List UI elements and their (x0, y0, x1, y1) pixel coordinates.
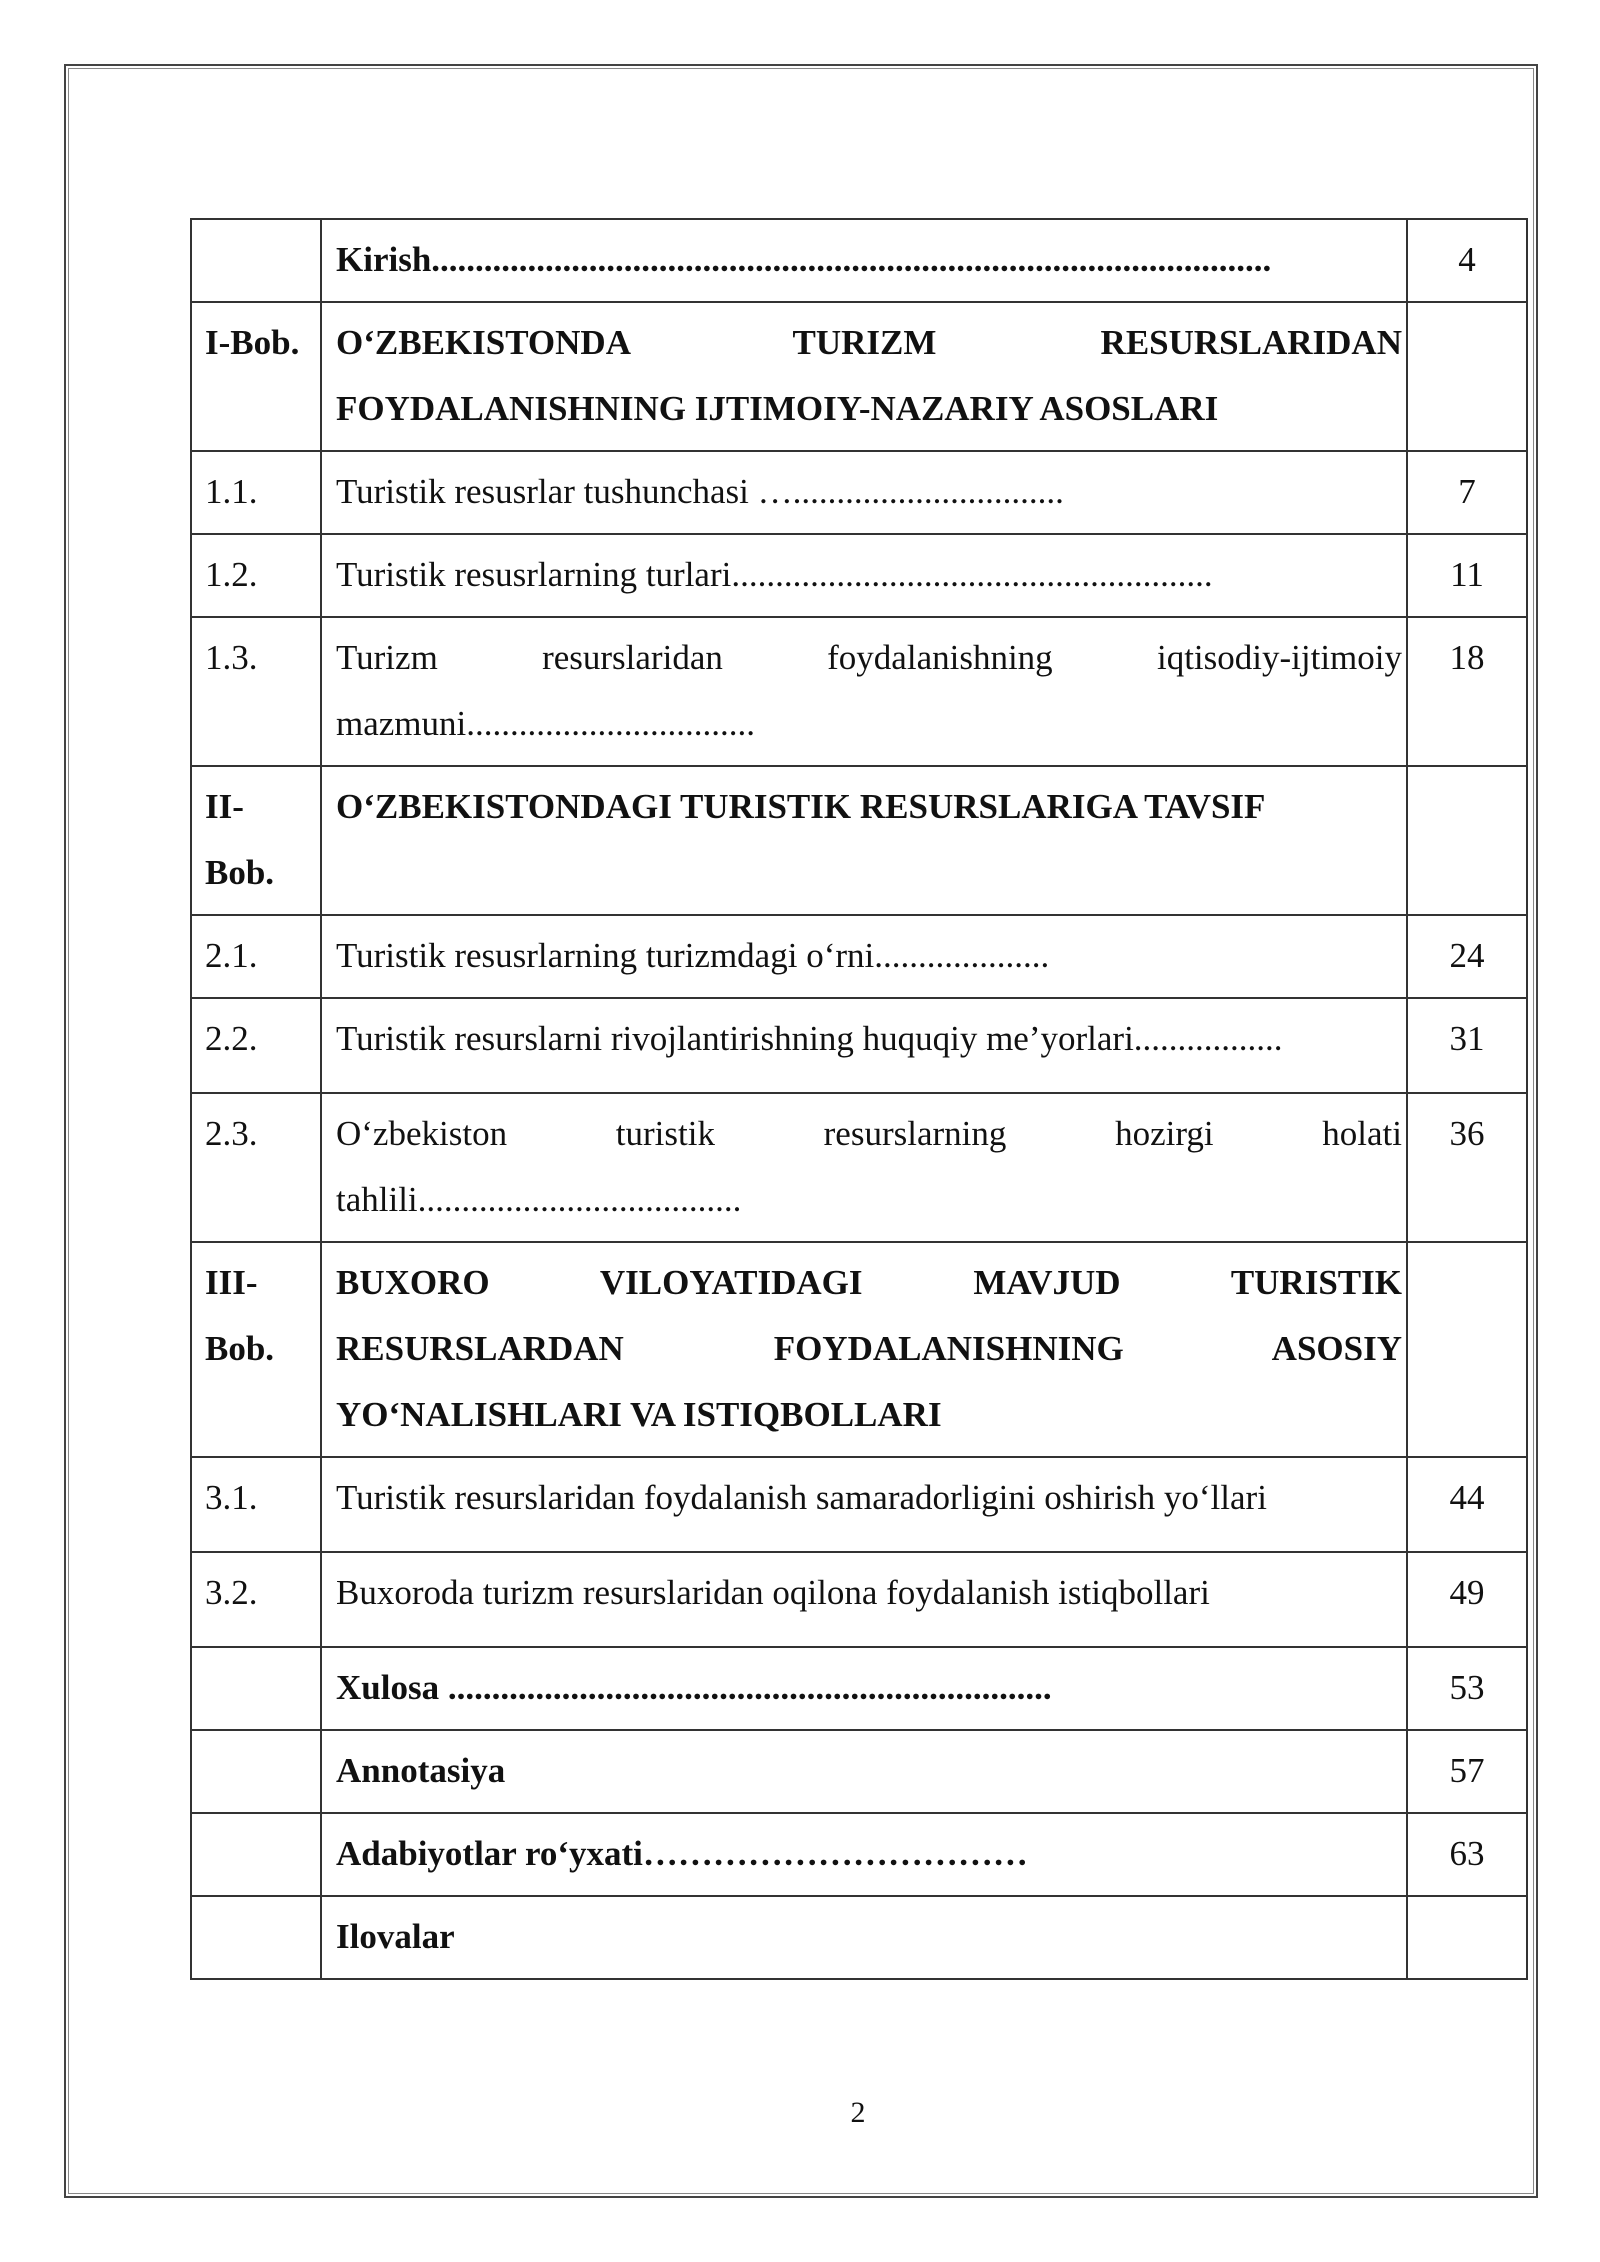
toc-row (191, 617, 1527, 766)
toc-page-number: 31 (1407, 998, 1527, 1093)
toc-entry-title (321, 617, 1407, 766)
toc-section-number (191, 219, 321, 302)
toc-entry-title-line: Ilovalar (336, 1917, 455, 1956)
toc-entry-title-line: Adabiyotlar ro‘yxati…………………………… (336, 1834, 1028, 1873)
toc-page-number: 57 (1407, 1730, 1527, 1813)
toc-page-number: 49 (1407, 1552, 1527, 1647)
toc-entry-title-line: YO‘NALISHLARI VA ISTIQBOLLARI (336, 1395, 942, 1434)
toc-page-number (1407, 1242, 1527, 1457)
toc-row (191, 1896, 1527, 1979)
toc-row (191, 451, 1527, 534)
toc-entry-title (321, 1552, 1407, 1647)
toc-section-number (191, 1896, 321, 1979)
toc-entry-title (321, 1813, 1407, 1896)
toc-entry-title (321, 534, 1407, 617)
toc-entry-title-line: tahlili..................................... (336, 1180, 742, 1219)
toc-section-number (191, 1730, 321, 1813)
toc-section-number: 1.3. (191, 617, 321, 766)
toc-entry-title-line: Xulosa ..................................................................... (336, 1668, 1052, 1707)
toc-entry-title (321, 1457, 1407, 1552)
toc-page-number (1407, 302, 1527, 451)
toc-entry-title (321, 302, 1407, 451)
toc-entry-title (321, 1647, 1407, 1730)
toc-page-number: 53 (1407, 1647, 1527, 1730)
toc-row (191, 998, 1527, 1093)
toc-section-number: I-Bob. (191, 302, 321, 451)
toc-page-number: 36 (1407, 1093, 1527, 1242)
toc-row (191, 1457, 1527, 1552)
toc-entry-title (321, 1896, 1407, 1979)
toc-entry-title-line: Turistik resusrlar tushunchasi …............................... (336, 472, 1064, 511)
toc-entry-title-line: Buxoroda turizm resurslaridan oqilona foydalanish istiqbollari (336, 1573, 1210, 1612)
toc-section-number: II-Bob. (191, 766, 321, 915)
toc-page-number: 24 (1407, 915, 1527, 998)
toc-row (191, 1647, 1527, 1730)
toc-row (191, 766, 1527, 915)
toc-section-number: 1.1. (191, 451, 321, 534)
toc-page-number: 11 (1407, 534, 1527, 617)
toc-entry-title (321, 451, 1407, 534)
toc-entry-title-line: O‘ZBEKISTONDA TURIZM RESURSLARIDAN (336, 323, 1402, 362)
toc-section-number: 2.3. (191, 1093, 321, 1242)
toc-entry-title (321, 219, 1407, 302)
toc-entry-title (321, 915, 1407, 998)
toc-page-number: 18 (1407, 617, 1527, 766)
toc-section-number (191, 1813, 321, 1896)
toc-entry-title-line: Annotasiya (336, 1751, 506, 1790)
toc-section-number: III-Bob. (191, 1242, 321, 1457)
toc-row (191, 915, 1527, 998)
toc-entry-title (321, 1730, 1407, 1813)
toc-entry-title-line: O‘zbekiston turistik resurslarning hozirgi holati (336, 1114, 1402, 1153)
toc-entry-title-line: Kirish................................................................................................ (336, 240, 1272, 279)
toc-section-number: 1.2. (191, 534, 321, 617)
toc-entry-title-line: RESURSLARDAN FOYDALANISHNING ASOSIY (336, 1329, 1402, 1368)
toc-section-number: 2.2. (191, 998, 321, 1093)
toc-page-number (1407, 766, 1527, 915)
toc-entry-title-line: FOYDALANISHNING IJTIMOIY-NAZARIY ASOSLARI (336, 389, 1219, 428)
toc-section-number (191, 1647, 321, 1730)
toc-row (191, 219, 1527, 302)
toc-entry-title-line: Turistik resurslaridan foydalanish samaradorligini oshirish yo‘llari (336, 1478, 1267, 1517)
toc-page-number: 7 (1407, 451, 1527, 534)
toc-page-number: 44 (1407, 1457, 1527, 1552)
toc-row (191, 1242, 1527, 1457)
toc-row (191, 1552, 1527, 1647)
page-number: 2 (850, 2096, 866, 2129)
toc-page-number: 4 (1407, 219, 1527, 302)
toc-entry-title (321, 766, 1407, 915)
toc-entry-title-line: O‘ZBEKISTONDAGI TURISTIK RESURSLARIGA TAVSIF (336, 787, 1266, 826)
toc-entry-title-line: Turistik resurslarni rivojlantirishning huquqiy me’yorlari................. (336, 1019, 1283, 1058)
toc-page-number: 63 (1407, 1813, 1527, 1896)
toc-entry-title-line: BUXORO VILOYATIDAGI MAVJUD TURISTIK (336, 1263, 1402, 1302)
table-of-contents (190, 218, 1528, 1980)
toc-row (191, 302, 1527, 451)
toc-entry-title (321, 998, 1407, 1093)
toc-page-number (1407, 1896, 1527, 1979)
toc-body (191, 219, 1527, 1979)
toc-entry-title-line: mazmuni................................. (336, 704, 755, 743)
toc-row (191, 534, 1527, 617)
toc-row (191, 1730, 1527, 1813)
toc-entry-title (321, 1242, 1407, 1457)
toc-row (191, 1813, 1527, 1896)
toc-section-number: 3.2. (191, 1552, 321, 1647)
toc-entry-title-line: Turistik resusrlarning turizmdagi o‘rni.................... (336, 936, 1050, 975)
toc-section-number: 3.1. (191, 1457, 321, 1552)
toc-entry-title (321, 1093, 1407, 1242)
toc-row (191, 1093, 1527, 1242)
toc-entry-title-line: Turizm resurslaridan foydalanishning iqtisodiy-ijtimoiy (336, 638, 1402, 677)
toc-entry-title-line: Turistik resusrlarning turlari....................................................... (336, 555, 1213, 594)
toc-section-number: 2.1. (191, 915, 321, 998)
